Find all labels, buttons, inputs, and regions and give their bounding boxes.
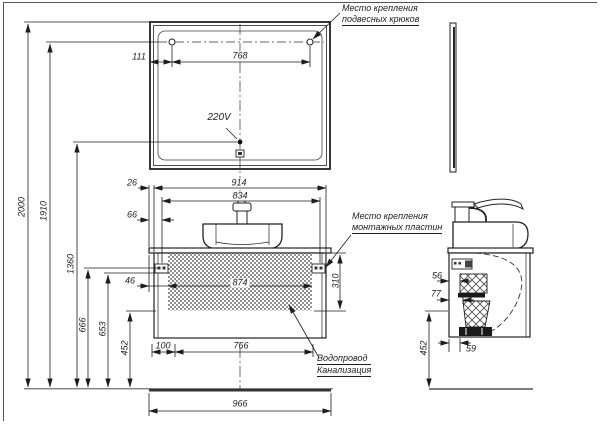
floor-line-front xyxy=(24,389,333,390)
note-hooks xyxy=(342,3,419,26)
dim-2000-label: 2000 xyxy=(16,196,27,218)
note-hooks-line1: Место крепления xyxy=(342,3,418,13)
note-pipes-line1: Водопровод xyxy=(317,353,371,365)
dim-100-label: 100 xyxy=(155,340,171,351)
dim-1910-label: 1910 xyxy=(38,200,49,222)
dim-310-label: 310 xyxy=(330,273,341,289)
dim-59-label: 59 xyxy=(465,343,477,354)
dim-26-label: 26 xyxy=(126,177,138,188)
dim-966-label: 966 xyxy=(232,398,248,409)
note-plates-line1: Место крепления xyxy=(352,211,428,221)
hook-right-icon xyxy=(307,39,313,45)
note-plates xyxy=(352,211,442,234)
dim-1360-label: 1360 xyxy=(65,253,76,275)
note-hooks-line2: подвесных крюков xyxy=(342,14,420,24)
faucet-front xyxy=(233,198,251,225)
dim-666-label: 666 xyxy=(77,317,88,333)
countertop-side xyxy=(448,248,533,253)
dim-111-label: 111 xyxy=(132,51,146,62)
water-pipe-hatch xyxy=(460,274,487,293)
note-pipes xyxy=(317,353,371,377)
dim-653-label: 653 xyxy=(97,321,108,337)
dim-766-label: 766 xyxy=(233,340,249,351)
sink-side xyxy=(453,222,528,249)
dim-834-label: 834 xyxy=(232,190,248,201)
power-220v-label: 220V xyxy=(207,112,231,123)
dim-768-label: 768 xyxy=(232,50,248,61)
faucet-side xyxy=(452,199,523,222)
sink-front xyxy=(203,224,282,249)
dim-452-left-label: 452 xyxy=(119,340,130,356)
drain-pipe-hatch xyxy=(463,301,490,327)
mirror-side-view xyxy=(450,23,456,172)
cabinet-side xyxy=(449,253,530,337)
note-plates-line2: монтажных пластин xyxy=(352,222,443,232)
hook-left-icon xyxy=(169,39,175,45)
dim-452-right-label: 452 xyxy=(418,340,429,356)
drain-base xyxy=(459,327,492,336)
dim-46-label: 46 xyxy=(124,275,136,286)
dim-77-label: 77 xyxy=(430,288,442,299)
note-pipes-line2: Канализация xyxy=(317,365,372,375)
dim-56-label: 56 xyxy=(431,270,443,281)
dim-914-label: 914 xyxy=(231,177,247,188)
dim-66-label: 66 xyxy=(126,209,138,220)
countertop-front xyxy=(149,248,331,253)
dim-874-label: 874 xyxy=(232,277,248,288)
